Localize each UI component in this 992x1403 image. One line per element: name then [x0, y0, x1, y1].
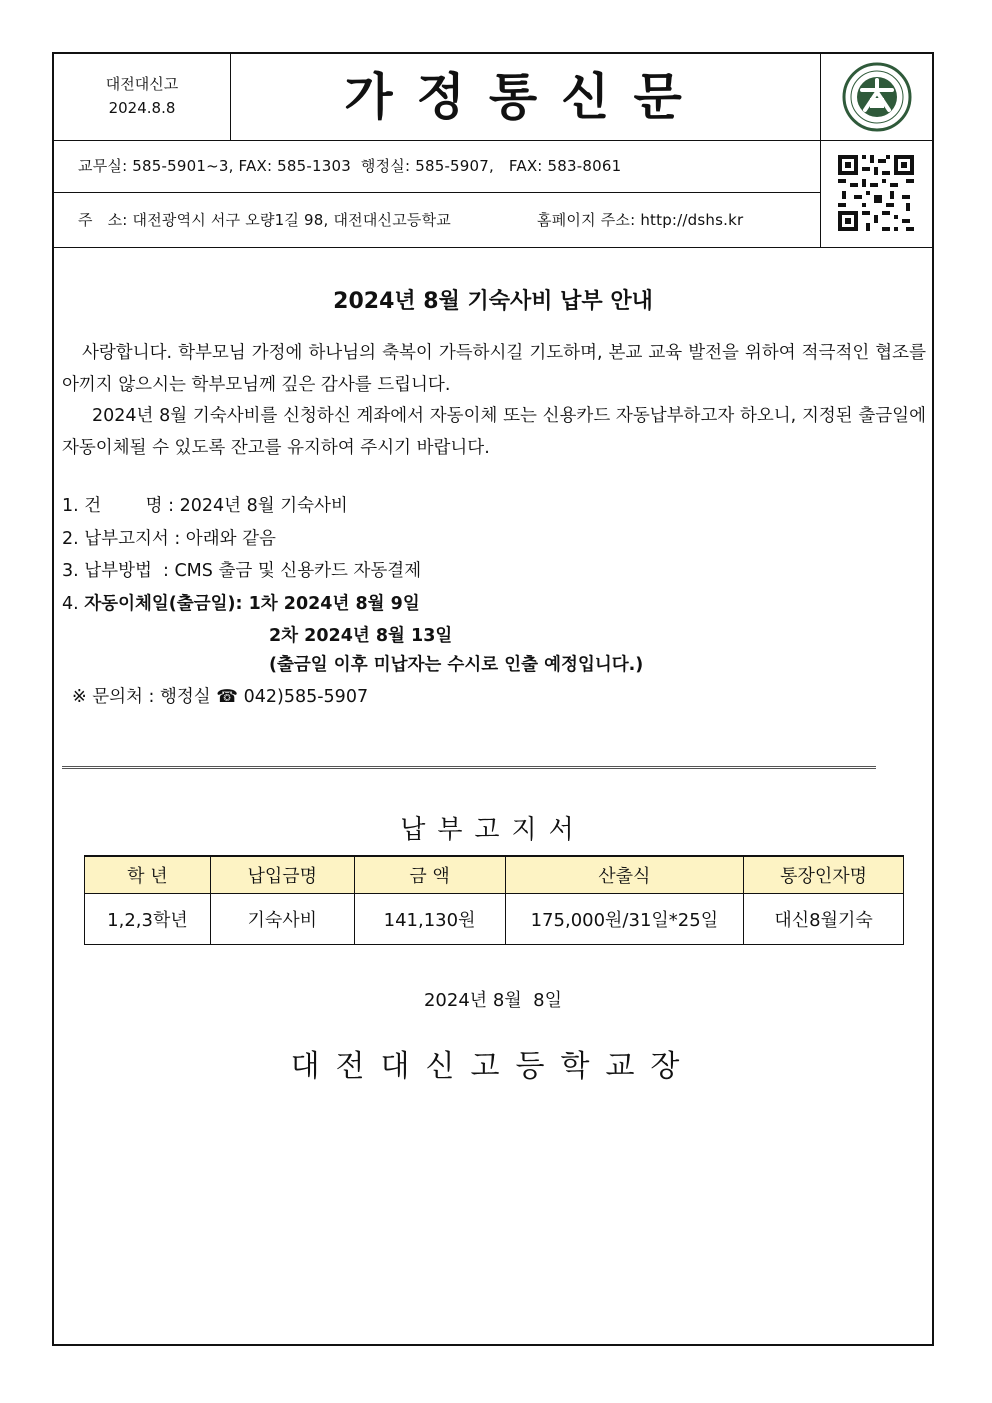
contact-info: 교무실: 585-5901~3, FAX: 585-1303 행정실: 585-5907, FAX: 583-8061 — [78, 157, 622, 175]
item-debit-second: 2차 2024년 8월 13일 — [269, 626, 453, 646]
header-fee-name: 납입금명 — [210, 856, 354, 894]
bill-table-header — [85, 856, 904, 894]
table-row — [85, 894, 904, 945]
header-grade: 학 년 — [85, 856, 211, 894]
section-divider — [62, 766, 876, 769]
school-emblem-icon — [820, 54, 933, 140]
notice-title: 2024년 8월 기숙사비 납부 안내 — [333, 289, 653, 314]
item-debit-number: 4. — [62, 594, 85, 614]
item-debit-date — [62, 589, 420, 619]
item-method: 3. 납부방법 : CMS 출금 및 신용카드 자동결제 — [62, 561, 422, 581]
bill-date: 2024년 8월 8일 — [423, 990, 563, 1011]
inquiry-contact: ※ 문의처 : 행정실 ☎ 042)585-5907 — [72, 687, 369, 707]
header-amount: 금 액 — [354, 856, 505, 894]
contact-row — [54, 140, 821, 193]
school-address: 주 소: 대전광역시 서구 오량1길 98, 대전대신고등학교 — [78, 211, 451, 229]
school-short-name: 대전대신고 — [105, 75, 179, 93]
greeting-paragraph: 사랑합니다. 학부모님 가정에 하나님의 축복이 가득하시길 기도하며, 본교 교육 발전을 위하여 적극적인 협조를 아끼지 않으시는 학부모님께 깊은 감사를 드립니다. — [62, 343, 926, 395]
cell-fee-name: 기숙사비 — [210, 894, 354, 945]
cell-amount: 141,130원 — [354, 894, 505, 945]
cell-formula: 175,000원/31일*25일 — [505, 894, 744, 945]
principal-signature: 대전대신고등학교장 — [290, 1049, 696, 1084]
school-info — [54, 54, 231, 140]
notice-paragraph: 2024년 8월 기숙사비를 신청하신 계좌에서 자동이체 또는 신용카드 자동납부하고자 하오니, 지정된 출금일에 자동이체될 수 있도록 잔고를 유지하여 주시기 바랍니다. — [62, 406, 926, 458]
issue-date: 2024.8.8 — [108, 99, 176, 117]
item-debit-note: (출금일 이후 미납자는 수시로 인출 예정입니다.) — [269, 655, 644, 675]
cell-grade: 1,2,3학년 — [85, 894, 211, 945]
item-debit-label: 자동이체일(출금일): 1차 2024년 8월 9일 — [84, 594, 420, 614]
header-formula: 산출식 — [505, 856, 744, 894]
homepage-link[interactable]: 홈페이지 주소: http://dshs.kr — [537, 211, 744, 229]
cell-bank-print-name: 대신8월기숙 — [744, 894, 904, 945]
bill-table — [84, 855, 904, 945]
header-bank-print-name: 통장인자명 — [744, 856, 904, 894]
item-subject: 1. 건 명 : 2024년 8월 기숙사비 — [62, 496, 348, 516]
page-title: 가정통신문 — [344, 68, 706, 126]
header-top-row — [54, 54, 932, 141]
qr-code-icon[interactable] — [820, 140, 932, 248]
item-bill: 2. 납부고지서 : 아래와 같음 — [62, 529, 276, 549]
address-row — [54, 193, 821, 248]
document-frame — [52, 52, 934, 1346]
bill-title: 납부고지서 — [400, 815, 586, 845]
